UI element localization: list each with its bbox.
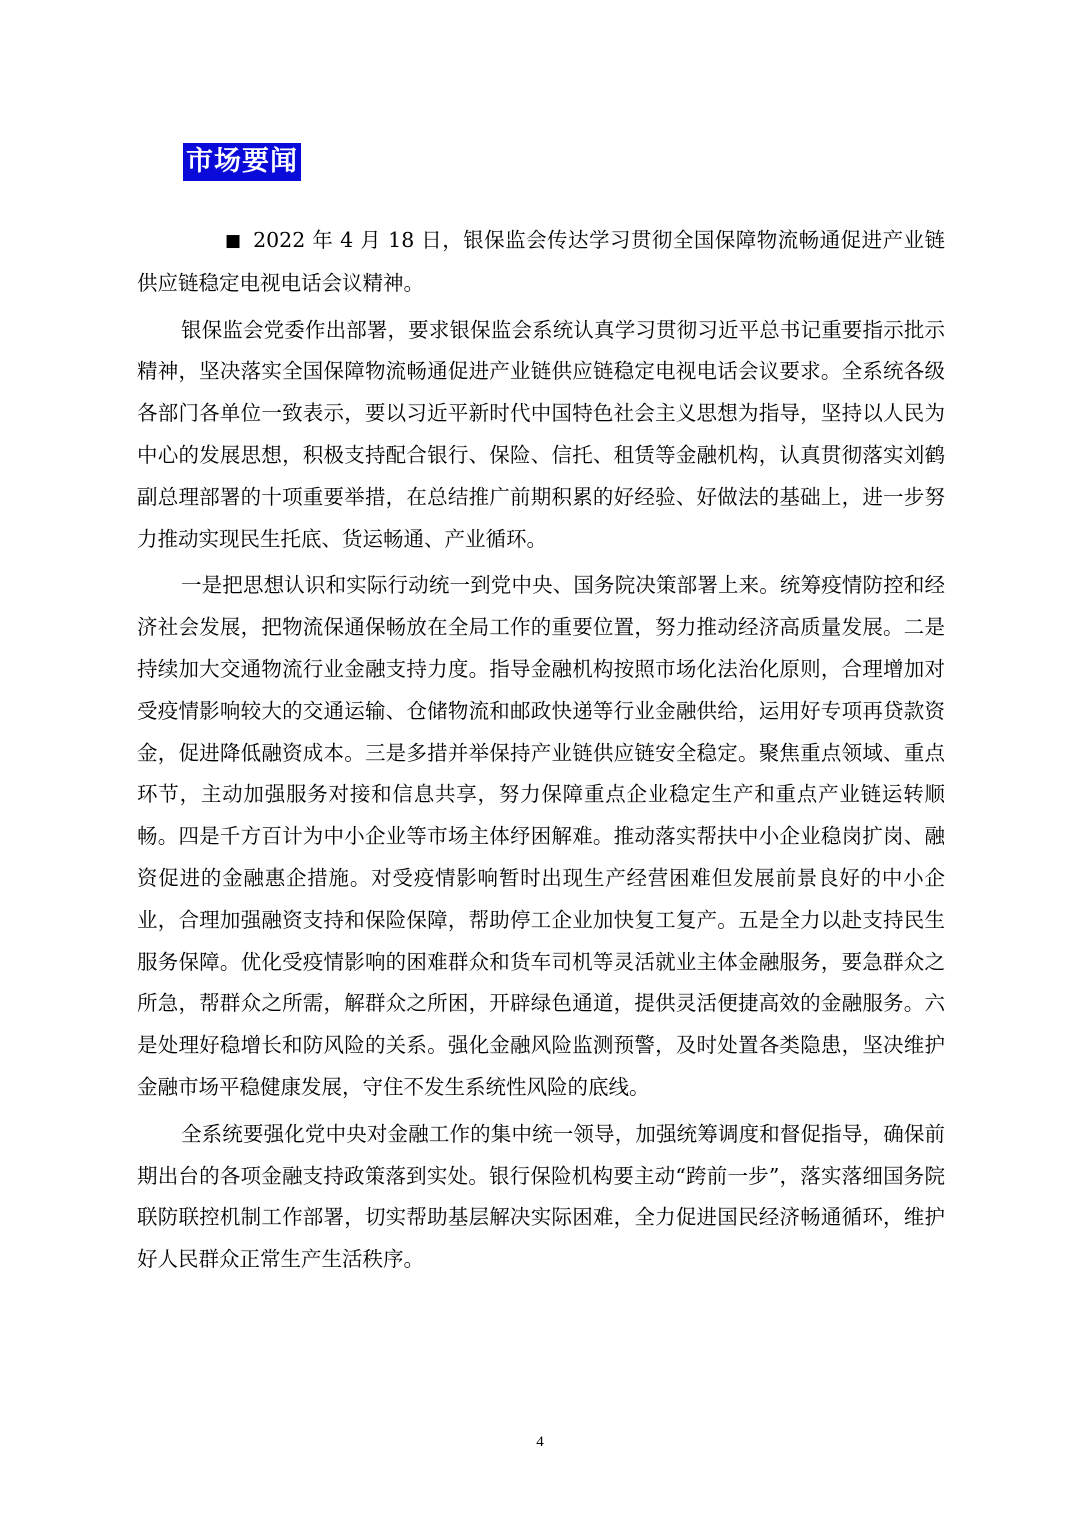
- page-number: 4: [536, 1434, 544, 1450]
- body-paragraph: 银保监会党委作出部署，要求银保监会系统认真学习贯彻习近平总书记重要指示批示精神，坚决落实全国保障物流畅通促进产业链供应链稳定电视电话会议要求。全系统各级各部门各单位一致表示，要以习近平新时代中国特色社会主义思想为指导，坚持以人民为中心的发展思想，积极支持配合银行、保险、信托、租赁等金融机构，认真贯彻落实刘鹤副总理部署的十项重要举措，在总结推广前期积累的好经验、好做法的基础上，进一步努力推动实现民生托底、货运畅通、产业循环。: [137, 317, 945, 551]
- lead-paragraph-text: 2022 年 4 月 18 日，银保监会传达学习贯彻全国保障物流畅通促进产业链供应链稳定电视电话会议精神。: [137, 228, 945, 295]
- lead-paragraph: [137, 220, 945, 305]
- square-bullet-icon: ■: [225, 231, 242, 251]
- section-title: 市场要闻: [183, 143, 301, 181]
- article-body: [137, 220, 945, 1286]
- body-paragraph: 一是把思想认识和实际行动统一到党中央、国务院决策部署上来。统筹疫情防控和经济社会发展，把物流保通保畅放在全局工作的重要位置，努力推动经济高质量发展。二是持续加大交通物流行业金融支持力度。指导金融机构按照市场化法治化原则，合理增加对受疫情影响较大的交通运输、仓储物流和邮政快递等行业金融供给，运用好专项再贷款资金，促进降低融资成本。三是多措并举保持产业链供应链安全稳定。聚焦重点领域、重点环节，主动加强服务对接和信息共享，努力保障重点企业稳定生产和重点产业链运转顺畅。四是千方百计为中小企业等市场主体纾困解难。推动落实帮扶中小企业稳岗扩岗、融资促进的金融惠企措施。对受疫情影响暂时出现生产经营困难但发展前景良好的中小企业，合理加强融资支持和保险保障，帮助停工企业加快复工复产。五是全力以赴支持民生服务保障。优化受疫情影响的困难群众和货车司机等灵活就业主体金融服务，要急群众之所急，帮群众之所需，解群众之所困，开辟绿色通道，提供灵活便捷高效的金融服务。六是处理好稳增长和防风险的关系。强化金融风险监测预警，及时处置各类隐患，坚决维护金融市场平稳健康发展，守住不发生系统性风险的底线。: [137, 573, 945, 1099]
- body-paragraph: 全系统要强化党中央对金融工作的集中统一领导，加强统筹调度和督促指导，确保前期出台的各项金融支持政策落到实处。银行保险机构要主动“跨前一步”，落实落细国务院联防联控机制工作部署，切实帮助基层解决实际困难，全力促进国民经济畅通循环，维护好人民群众正常生产生活秩序。: [137, 1121, 945, 1272]
